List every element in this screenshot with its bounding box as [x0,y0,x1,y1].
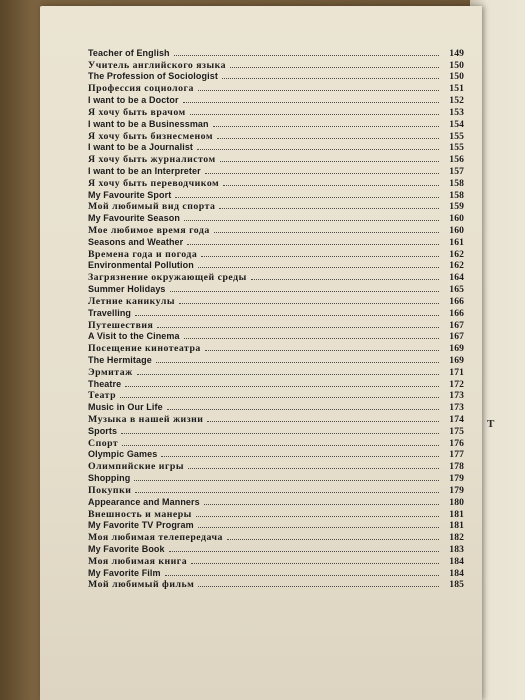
toc-entry-page-number: 171 [449,366,464,378]
toc-entry [88,401,464,413]
toc-entry [88,189,464,201]
toc-entry [88,130,464,142]
toc-entry-title: Seasons and Weather [88,236,184,247]
dot-leader [191,562,439,564]
toc-entry-title: A Visit to the Cinema [88,331,180,342]
toc-entry [88,555,464,567]
toc-entry-page-number: 154 [449,118,464,130]
toc-entry-page-number: 151 [449,83,464,95]
dot-leader [201,255,439,257]
toc-entry-title: Shopping [88,473,131,484]
toc-entry-title: Theatre [88,378,122,389]
toc-entry-title: Эрмитаж [88,366,133,378]
toc-entry-title: Театр [88,390,117,402]
dot-leader [170,290,439,292]
toc-entry [88,472,464,484]
toc-entry-page-number: 177 [449,449,464,461]
toc-entry-title: Мой любимый фильм [88,579,195,591]
toc-entry [88,342,464,354]
dot-leader [179,302,439,304]
toc-entry-title: Olympic Games [88,449,158,460]
dot-leader [165,574,439,576]
dot-leader [227,538,439,540]
toc-entry [88,142,464,154]
toc-entry-page-number: 167 [449,331,464,343]
toc-entry-title: Sports [88,425,118,436]
toc-entry [88,449,464,461]
dot-leader [205,172,439,174]
dot-leader [121,432,439,434]
toc-entry-page-number: 176 [449,437,464,449]
toc-entry-title: Я хочу быть врачом [88,106,186,118]
dot-leader [161,455,439,457]
toc-entry-page-number: 149 [449,47,464,59]
dot-leader [125,385,439,387]
toc-entry-page-number: 150 [449,71,464,83]
toc-entry-page-number: 152 [449,95,464,107]
toc-entry [88,248,464,260]
toc-entry [88,378,464,390]
toc-entry-page-number: 150 [449,59,464,71]
dot-leader [156,361,439,363]
toc-entry-title: Я хочу быть бизнесменом [88,130,214,142]
dot-leader [122,444,439,446]
dot-leader [205,349,439,351]
toc-entry-title: Teacher of English [88,47,170,58]
toc-entry-page-number: 166 [449,295,464,307]
toc-entry-page-number: 181 [449,520,464,532]
toc-entry-page-number: 156 [449,154,464,166]
dot-leader [134,479,439,481]
toc-entry-page-number: 172 [449,378,464,390]
toc-entry [88,413,464,425]
toc-entry-title: Загрязнение окружающей среды [88,272,247,284]
dot-leader [223,184,439,186]
toc-entry-title: Мой любимый вид спорта [88,201,216,213]
toc-entry-title: Летние каникулы [88,295,175,307]
toc-entry [88,460,464,472]
toc-entry-title: Music in Our Life [88,402,163,413]
toc-entry-page-number: 157 [449,165,464,177]
dot-leader [207,420,439,422]
dot-leader [169,550,439,552]
toc-entry-title: Я хочу быть журналистом [88,154,216,166]
dot-leader [196,515,439,517]
toc-entry [88,106,464,118]
dot-leader [198,526,439,528]
toc-entry-page-number: 161 [449,236,464,248]
toc-entry [88,508,464,520]
toc-entry [88,224,464,236]
toc-entry-title: Путешествия [88,319,154,331]
toc-entry [88,531,464,543]
toc-entry-page-number: 153 [449,106,464,118]
toc-entry [88,295,464,307]
toc-entry-title: The Hermitage [88,354,152,365]
toc-entry [88,71,464,83]
toc-entry-title: Travelling [88,307,132,318]
toc-entry [88,543,464,555]
dot-leader [204,503,439,505]
toc-entry-page-number: 182 [449,532,464,544]
toc-entry-title: Музыка в нашей жизни [88,414,204,425]
toc-entry-page-number: 160 [449,225,464,236]
dot-leader [197,148,439,150]
table-of-contents [88,47,464,590]
toc-entry [88,177,464,189]
toc-entry [88,319,464,331]
toc-entry-title: Времена года и погода [88,248,198,260]
toc-entry [88,201,464,213]
dot-leader [120,396,439,398]
dot-leader [135,491,439,493]
toc-entry-title: My Favourite Sport [88,189,172,200]
facing-page-letter: T [487,418,495,430]
toc-entry-title: My Favorite Film [88,567,161,578]
toc-entry [88,59,464,71]
toc-entry-page-number: 167 [449,319,464,331]
toc-entry-title: My Favorite Book [88,543,165,554]
dot-leader [183,101,439,103]
toc-entry-page-number: 179 [449,473,464,485]
toc-entry [88,47,464,59]
dot-leader [184,337,439,339]
dot-leader [251,278,439,280]
dot-leader [230,66,439,68]
toc-entry [88,390,464,402]
toc-entry-page-number: 162 [449,248,464,260]
toc-entry [88,94,464,106]
toc-entry-title: Environmental Pollution [88,260,194,271]
dot-leader [198,89,439,91]
toc-entry [88,484,464,496]
toc-entry-page-number: 164 [449,272,464,284]
toc-entry-title: My Favourite Season [88,213,180,224]
toc-entry-title: Я хочу быть переводчиком [88,177,220,189]
dot-leader [184,219,439,221]
toc-entry-title: Summer Holidays [88,284,166,295]
toc-entry-title: I want to be a Doctor [88,95,179,106]
toc-entry [88,271,464,283]
toc-entry [88,331,464,343]
toc-entry [88,354,464,366]
toc-entry [88,153,464,165]
toc-entry-page-number: 184 [449,555,464,567]
toc-entry [88,579,464,591]
dot-leader [222,77,439,79]
toc-entry-title: Appearance and Manners [88,496,200,507]
toc-entry [88,520,464,532]
toc-entry-title: Покупки [88,484,132,496]
toc-entry-page-number: 184 [449,567,464,579]
toc-entry-page-number: 173 [449,402,464,414]
toc-entry [88,236,464,248]
toc-entry-page-number: 178 [449,461,464,473]
dot-leader [198,585,439,587]
toc-entry-title: Мое любимое время года [88,225,210,236]
dot-leader [219,207,439,209]
toc-entry-title: Спорт [88,437,119,449]
toc-entry [88,307,464,319]
dot-leader [190,113,439,115]
dot-leader [157,326,439,328]
toc-entry [88,118,464,130]
toc-entry [88,437,464,449]
toc-entry-page-number: 162 [449,260,464,272]
toc-entry [88,165,464,177]
toc-entry-page-number: 160 [449,213,464,225]
toc-entry-page-number: 158 [449,177,464,189]
toc-entry-page-number: 165 [449,284,464,296]
dot-leader [214,231,439,233]
toc-entry-page-number: 174 [449,414,464,425]
toc-entry-page-number: 175 [449,425,464,437]
toc-entry-page-number: 159 [449,201,464,213]
toc-entry [88,82,464,94]
toc-entry [88,425,464,437]
toc-entry-page-number: 155 [449,142,464,154]
dot-leader [198,266,439,268]
toc-entry-title: The Profession of Sociologist [88,71,218,82]
toc-entry [88,496,464,508]
toc-entry-page-number: 179 [449,484,464,496]
dot-leader [220,160,439,162]
toc-entry-title: Посещение кинотеатра [88,343,201,355]
toc-entry-page-number: 166 [449,307,464,319]
toc-entry-title: I want to be an Interpreter [88,165,201,176]
dot-leader [217,137,439,139]
toc-entry [88,260,464,272]
toc-entry-title: Профессия социолога [88,83,194,95]
dot-leader [188,467,439,469]
toc-entry [88,212,464,224]
toc-entry-page-number: 181 [449,508,464,520]
toc-entry [88,567,464,579]
dot-leader [167,408,439,410]
toc-entry-title: My Favorite TV Program [88,520,194,531]
dot-leader [174,54,439,56]
toc-entry [88,366,464,378]
toc-entry-page-number: 169 [449,343,464,355]
dot-leader [135,314,439,316]
toc-entry-title: Моя любимая телепередача [88,532,223,544]
dot-leader [175,196,439,198]
toc-entry [88,283,464,295]
toc-entry-title: I want to be a Journalist [88,142,194,153]
toc-entry-page-number: 180 [449,496,464,508]
toc-entry-title: I want to be a Businessman [88,118,209,129]
toc-entry-title: Олимпийские игры [88,461,184,473]
toc-entry-page-number: 183 [449,543,464,555]
toc-entry-title: Моя любимая книга [88,555,188,567]
dot-leader [137,373,439,375]
toc-entry-page-number: 158 [449,189,464,201]
toc-entry-title: Учитель английского языка [88,59,227,71]
toc-entry-page-number: 155 [449,130,464,142]
dot-leader [187,243,439,245]
toc-entry-page-number: 173 [449,390,464,402]
toc-entry-page-number: 169 [449,354,464,366]
toc-entry-page-number: 185 [449,579,464,591]
dot-leader [213,125,439,127]
toc-entry-title: Внешность и манеры [88,508,192,520]
